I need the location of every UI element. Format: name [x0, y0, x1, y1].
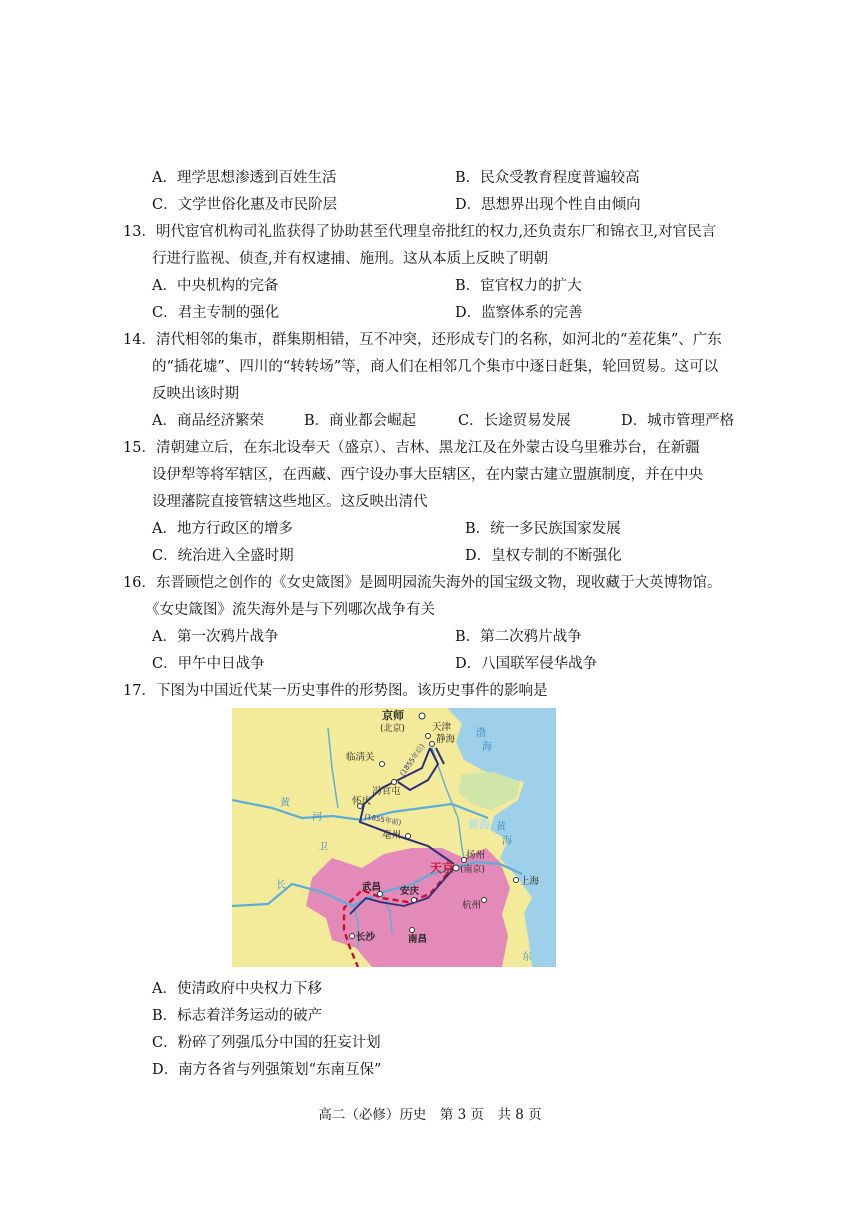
- label-tianjin: 天津: [432, 722, 452, 733]
- label-yellow-sea-faded: 黄海: [468, 818, 490, 831]
- q16-option-a: A．第一次鸦片战争: [152, 629, 279, 645]
- label-yangtze: 长: [276, 880, 286, 891]
- q17-stem-line1: 17．下图为中国近代某一历史事件的形势图。该历史事件的影响是: [123, 683, 548, 699]
- label-huaiqing: 怀庆: [352, 796, 372, 807]
- label-wei: 卫: [318, 842, 328, 853]
- q15-option-a: A．地方行政区的增多: [152, 521, 293, 537]
- label-yangzhou: 扬州: [466, 850, 486, 861]
- q14-option-b: B．商业都会崛起: [304, 413, 417, 429]
- label-yellow-river-2: 河: [312, 812, 322, 823]
- q15-stem-line2: 设伊犁等将军辖区，在西藏、西宁设办事大臣辖区，在内蒙古建立盟旗制度，并在中央: [152, 467, 703, 483]
- label-linqingguan: 临淸关: [346, 752, 375, 763]
- q16-option-d: D．八国联军侵华战争: [455, 656, 598, 672]
- q15-option-b: B．统一多民族国家发展: [465, 521, 621, 537]
- q12-option-b: B．民众受教育程度普遍较高: [455, 170, 640, 186]
- city-marker-nanchang: [410, 928, 415, 933]
- q15-option-d: D．皇权专制的不断强化: [465, 548, 622, 564]
- label-fengguantun: 冯官屯: [372, 786, 401, 797]
- label-tianjing: 天京: [430, 861, 455, 875]
- label-huanghai-1: 黄: [496, 822, 506, 833]
- q13-option-d: D．监察体系的完善: [455, 305, 583, 321]
- city-marker-tianjin: [426, 734, 431, 739]
- q17-option-d: D．南方各省与列强策划“东南互保”: [152, 1062, 382, 1078]
- q13-stem-line1: 13．明代宦官机构司礼监获得了协助甚至代理皇帝批红的权力,还负责东厂和锦衣卫,对官民言: [123, 224, 717, 240]
- q15-stem-line1: 15．清朝建立后，在东北设奉天（盛京）、吉林、黑龙江及在外蒙古设乌里雅苏台，在新疆: [123, 440, 700, 456]
- q17-option-c: C．粉碎了列强瓜分中国的狂妄计划: [152, 1035, 381, 1051]
- q14-stem-line2: 的“插花墟”、四川的“转转场”等，商人们在相邻几个集市中逐日赶集，轮回贸易。这可以: [152, 359, 719, 375]
- city-marker-shanghai: [514, 878, 519, 883]
- label-bohai-2: 海: [482, 742, 492, 753]
- historical-situation-map: [232, 708, 556, 967]
- q12-option-a: A．理学思想渗透到百姓生活: [152, 170, 337, 186]
- q12-option-c: C．文学世俗化惠及市民阶层: [152, 197, 338, 213]
- city-marker-hangzhou: [482, 898, 487, 903]
- q13-option-b: B．宦官权力的扩大: [455, 278, 582, 294]
- label-jinghai: 静海: [436, 734, 456, 745]
- label-jingshi: 京师: [382, 709, 404, 722]
- q16-option-c: C．甲午中日战争: [152, 656, 265, 672]
- city-marker-fengguantun: [392, 780, 397, 785]
- q13-option-a: A．中央机构的完备: [152, 278, 279, 294]
- q16-stem-line2: 《女史箴图》流失海外是与下列哪次战争有关: [145, 602, 435, 618]
- label-shanghai: 上海: [520, 876, 540, 887]
- city-marker-linqingguan: [380, 762, 385, 767]
- label-changsha: 长沙: [356, 932, 376, 943]
- label-bozhou: 亳州: [382, 830, 402, 841]
- label-route-1855-before: (1855年前): [363, 812, 402, 828]
- label-anqing: 安庆: [400, 886, 420, 897]
- q14-option-a: A．商品经济繁荣: [152, 413, 264, 429]
- page-footer: 高二（必修）历史 第 3 页 共 8 页: [318, 1107, 542, 1123]
- q16-option-b: B．第二次鸦片战争: [455, 629, 582, 645]
- label-nanchang: 南昌: [408, 934, 428, 945]
- city-marker-beijing: [419, 713, 425, 719]
- city-marker-bozhou: [406, 834, 411, 839]
- q13-option-c: C．君主专制的强化: [152, 305, 280, 321]
- q15-stem-line3: 设理藩院直接管辖这些地区。这反映出清代: [152, 494, 428, 510]
- label-hangzhou: 杭州: [462, 900, 482, 911]
- city-marker-changsha: [350, 934, 355, 939]
- q12-option-d: D．思想界出现个性自由倾向: [455, 197, 641, 213]
- q14-option-c: C．长途贸易发展: [458, 413, 571, 429]
- label-nanjing: (南京): [460, 865, 486, 875]
- label-east-sea: 东: [522, 952, 532, 963]
- label-route-1855-after: (1855年后): [398, 742, 427, 778]
- label-wuchang: 武昌: [362, 882, 382, 893]
- q17-option-b: B．标志着洋务运动的破产: [152, 1008, 323, 1024]
- city-marker-jinghai: [430, 742, 435, 747]
- label-beijing: (北京): [380, 724, 406, 734]
- q13-stem-line2: 行进行监视、侦查,并有权逮捕、施刑。这从本质上反映了明朝: [152, 251, 549, 267]
- q14-stem-line3: 反映出该时期: [152, 386, 239, 402]
- q15-option-c: C．统治进入全盛时期: [152, 548, 294, 564]
- q16-stem-line1: 16．东晋顾恺之创作的《女史箴图》是圆明园流失海外的国宝级文物，现收藏于大英博物馆。: [123, 575, 722, 591]
- label-bohai-1: 渤: [476, 728, 486, 739]
- q14-option-d: D．城市管理严格: [621, 413, 735, 429]
- q14-stem-line1: 14．清代相邻的集市，群集期相错，互不冲突，还形成专门的名称，如河北的“差花集”、广东: [123, 332, 722, 348]
- q17-option-a: A．使清政府中央权力下移: [152, 981, 322, 997]
- city-marker-anqing: [412, 898, 417, 903]
- label-yellow-river-1: 黄: [280, 798, 290, 809]
- label-huanghai-2: 海: [502, 836, 512, 847]
